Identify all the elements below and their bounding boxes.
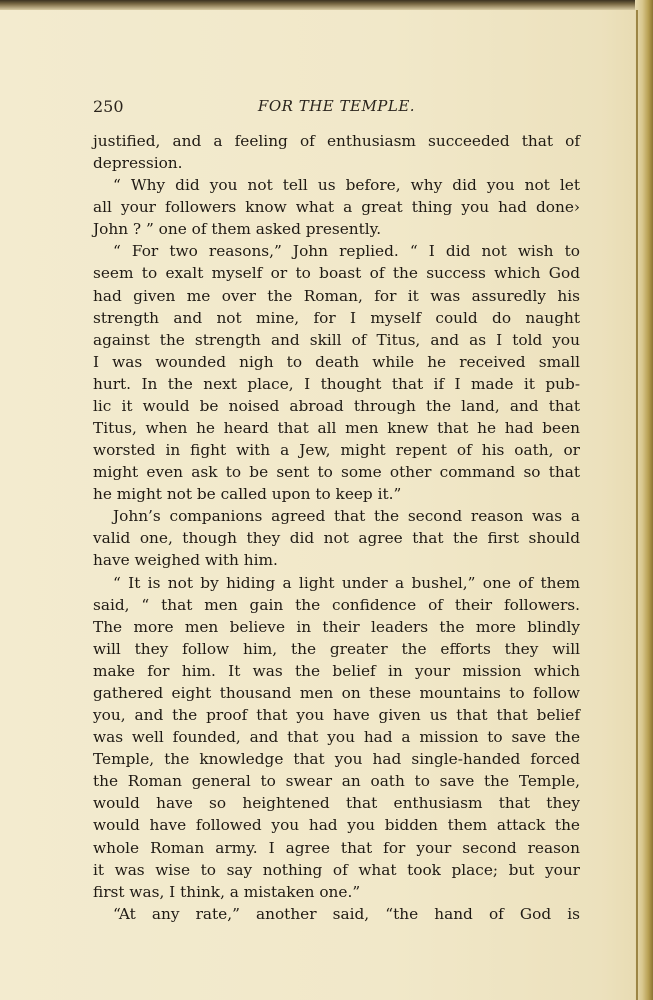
text-line: worsted in fight with a Jew, might repent of his oath, or [93,441,580,460]
running-title: FOR THE TEMPLE. [257,97,416,115]
text-line: whole Roman army. I agree that for your second reason [93,838,580,857]
text-line: “ Why did you not tell us before, why did you not let [113,176,580,195]
text-line: strength and not mine, for I myself could do naught [93,308,580,327]
text-line: Temple, the knowledge that you had single-handed forced [93,750,580,769]
text-line: valid one, though they did not agree that the first should [93,529,580,548]
page-number: 250 [93,97,124,116]
text-line: you, and the proof that you have given us that that belief [93,706,580,725]
text-line: seem to exalt myself or to boast of the success which God [93,264,580,283]
page-top-edge [0,0,653,10]
text-line: “ It is not by hiding a light under a bushel,” one of them [113,573,580,592]
text-line: it was wise to say nothing of what took place; but your [93,860,580,879]
text-line: against the strength and skill of Titus, and as I told you [93,330,580,349]
text-line: will they follow him, the greater the efforts they will [93,639,580,658]
text-line: had given me over the Roman, for it was assuredly his [93,286,580,305]
text-line: depression. [93,154,183,173]
text-line: would have followed you had you bidden them attack the [93,816,580,835]
text-line: was well founded, and that you had a mission to save the [93,728,580,747]
text-line: would have so heightened that enthusiasm that they [93,794,580,813]
text-line: lic it would be noised abroad through the land, and that [93,396,580,415]
text-line: the Roman general to swear an oath to save the Temple, [93,772,580,791]
text-line: make for him. It was the belief in your mission which [93,661,580,680]
text-line: The more men believe in their leaders the more blindly [93,617,580,636]
text-line: said, “ that men gain the confidence of their followers. [93,595,580,614]
text-line: John ? ” one of them asked presently. [93,220,382,239]
text-line: first was, I think, a mistaken one.” [93,882,361,901]
text-line: I was wounded nigh to death while he received small [93,352,580,371]
page-header [93,97,580,119]
text-line: might even ask to be sent to some other command so that [93,463,580,482]
text-line: he might not be called upon to keep it.” [93,485,402,504]
text-line: Titus, when he heard that all men knew that he had been [93,419,580,438]
text-line: “At any rate,” another said, “the hand of God is [113,904,580,923]
text-line: justified, and a feeling of enthusiasm succeeded that of [93,132,580,150]
page-edge-line [636,10,638,1000]
text-line: hurt. In the next place, I thought that if I made it pub- [93,374,580,393]
text-line: “ For two reasons,” John replied. “ I did not wish to [113,242,580,261]
text-line: have weighed with him. [93,551,278,570]
text-line: gathered eight thousand men on these mountains to follow [93,683,580,702]
text-line: John’s companions agreed that the second reason was a [113,507,580,526]
body-text [93,130,580,925]
text-line: all your followers know what a great thing you had done› [93,198,580,217]
